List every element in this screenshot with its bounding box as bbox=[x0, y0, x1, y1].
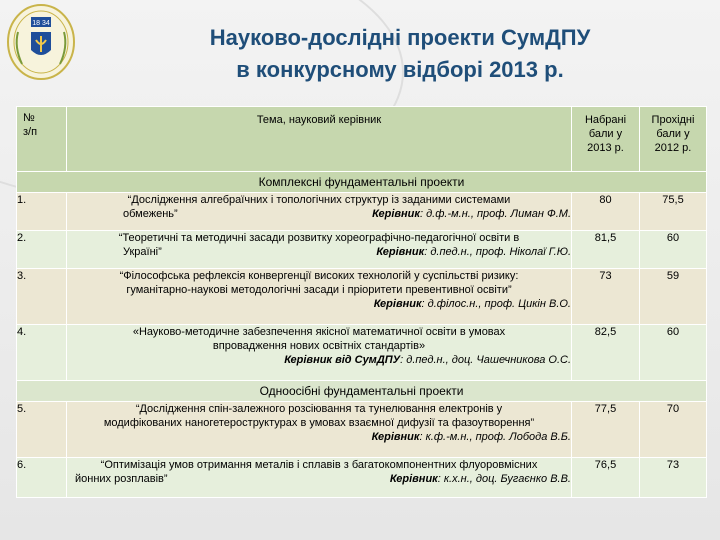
passing-points: 75,5 bbox=[640, 193, 707, 231]
supervisor: : к.ф.-м.н., проф. Лобода В.Б. bbox=[419, 431, 571, 443]
row-topic: “Дослідження алгебраїчних і топологічних структур із заданими системами обмежень” Керівник: д.ф.-м.н., проф. Лиман Ф.М. bbox=[67, 193, 572, 231]
passing-points: 60 bbox=[640, 325, 707, 381]
supervisor-label: Керівник від СумДПУ bbox=[284, 354, 401, 366]
row-number: 5. bbox=[17, 402, 67, 458]
supervisor: : д.філос.н., проф. Цикін В.О. bbox=[421, 298, 571, 310]
section-complex-projects bbox=[17, 172, 707, 193]
scored-points: 77,5 bbox=[572, 402, 640, 458]
supervisor-label: Керівник bbox=[389, 473, 438, 485]
header-number: № з/п bbox=[17, 107, 67, 172]
section-single-projects bbox=[17, 381, 707, 402]
scored-points: 81,5 bbox=[572, 231, 640, 269]
supervisor-label: Керівник bbox=[376, 246, 425, 258]
row-topic: “Теоретичні та методичні засади розвитку хореографічно-педагогічної освіти в Україні” Керівник: д.пед.н., проф. Ніколаї Г.Ю. bbox=[67, 231, 572, 269]
page-title bbox=[100, 22, 700, 86]
scored-points: 73 bbox=[572, 269, 640, 325]
supervisor: : к.х.н., доц. Бугаєнко В.В. bbox=[437, 473, 571, 485]
row-topic: “Філософська рефлексія конвергенції високих технологій у суспільстві ризику: гуманітарно-наукові методологічні засади і пріоритети превентивної освіти” Керівник: д.філос.н., проф. Цикін В.О. bbox=[67, 269, 572, 325]
supervisor-label: Керівник bbox=[371, 431, 420, 443]
passing-points: 70 bbox=[640, 402, 707, 458]
table-header-row bbox=[17, 107, 707, 172]
passing-points: 60 bbox=[640, 231, 707, 269]
header-scored-2013: Набрані бали у 2013 р. bbox=[572, 107, 640, 172]
scored-points: 82,5 bbox=[572, 325, 640, 381]
table-row bbox=[17, 269, 707, 325]
passing-points: 73 bbox=[640, 458, 707, 498]
passing-points: 59 bbox=[640, 269, 707, 325]
header-topic: Тема, науковий керівник bbox=[67, 107, 572, 172]
supervisor: : д.пед.н., доц. Чашечникова О.С. bbox=[400, 354, 571, 366]
table-row bbox=[17, 402, 707, 458]
table-row bbox=[17, 231, 707, 269]
row-number: 1. bbox=[17, 193, 67, 231]
supervisor-label: Керівник bbox=[373, 298, 422, 310]
header-passing-2012: Прохідні бали у 2012 р. bbox=[640, 107, 707, 172]
title-line-1: Науково-дослідні проекти СумДПУ bbox=[209, 25, 591, 50]
supervisor: : д.пед.н., проф. Ніколаї Г.Ю. bbox=[424, 246, 571, 258]
supervisor: : д.ф.-м.н., проф. Лиман Ф.М. bbox=[419, 208, 571, 220]
university-emblem-icon bbox=[4, 2, 78, 82]
table-row bbox=[17, 325, 707, 381]
section-title: Одноосібні фундаментальні проекти bbox=[17, 381, 707, 402]
section-title: Комплексні фундаментальні проекти bbox=[17, 172, 707, 193]
row-number: 6. bbox=[17, 458, 67, 498]
row-number: 2. bbox=[17, 231, 67, 269]
scored-points: 76,5 bbox=[572, 458, 640, 498]
row-topic: «Науково-методичне забезпечення якісної математичної освіти в умовах впровадження нових освітніх стандартів» Керівник від СумДПУ: д.пед.н., доц. Чашечникова О.С. bbox=[67, 325, 572, 381]
row-topic: “Дослідження спін-залежного розсіювання та тунелювання електронів у модифікованих наногетероструктурах в умовах взаємної дифузії та фазоутворення” Керівник: к.ф.-м.н., проф. Лобода В.Б. bbox=[67, 402, 572, 458]
table-row bbox=[17, 458, 707, 498]
svg-text:18 34: 18 34 bbox=[32, 20, 50, 27]
projects-table bbox=[16, 106, 707, 498]
row-topic: “Оптимізація умов отримання металів і сплавів з багатокомпонентних флуоровмісних йонних розплавів” Керівник: к.х.н., доц. Бугаєнко В.В. bbox=[67, 458, 572, 498]
title-line-2: в конкурсному відборі 2013 р. bbox=[236, 57, 564, 82]
scored-points: 80 bbox=[572, 193, 640, 231]
table-row bbox=[17, 193, 707, 231]
row-number: 3. bbox=[17, 269, 67, 325]
row-number: 4. bbox=[17, 325, 67, 381]
supervisor-label: Керівник bbox=[372, 208, 420, 220]
